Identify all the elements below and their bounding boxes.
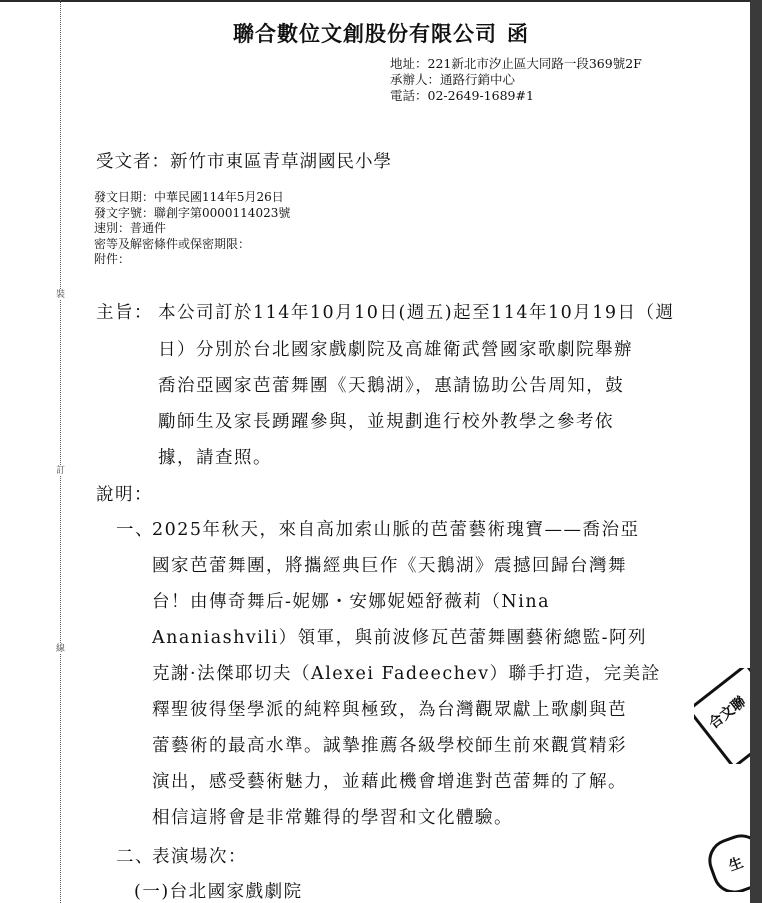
binding-mark-3: 線 [56,644,66,654]
item1-line-6: 釋聖彼得堡學派的純粹與極致，為台灣觀眾獻上歌劇與芭 [152,700,627,720]
company-seal-text: 合文聯 [706,693,750,733]
item1-line-1: 2025年秋天，來自高加索山脈的芭蕾藝術瑰寶——喬治亞 [152,520,640,540]
item1-line-3: 台！由傳奇舞后-妮娜・安娜妮婭舒薇莉（Nina [152,592,551,612]
person-seal-text: 生 [726,854,746,875]
item2-marker: 二、 [116,847,154,867]
sub-item-1: (一)台北國家戲劇院 [134,882,303,902]
binding-mark-2: 訂 [56,466,66,476]
issue-number: 發文字號：聯創字第0000114023號 [94,205,291,220]
subject-line-4: 勵師生及家長踴躍參與，並規劃進行校外教學之參考依 [158,412,614,432]
item1-line-2: 國家芭蕾舞團，將攜經典巨作《天鵝湖》震撼回歸台灣舞 [152,556,627,576]
issue-date: 發文日期：中華民國114年5月26日 [94,190,284,204]
speed-class: 速別：普通件 [94,221,167,235]
item2-label: 表演場次： [152,847,247,867]
sender-contact: 承辦人：通路行銷中心 [390,72,516,87]
subject-line-2: 日）分別於台北國家戲劇院及高雄衛武營國家歌劇院舉辦 [158,340,633,360]
company-name: 聯合數位文創股份有限公司 [233,21,497,46]
subject-line-5: 據，請查照。 [158,448,272,468]
item1-line-7: 蕾藝術的最高水準。誠摯推薦各級學校師生前來觀賞精彩 [152,736,627,756]
sender-info [390,56,675,104]
subject-line-3: 喬治亞國家芭蕾舞團《天鵝湖》，惠請協助公告周知，鼓 [158,376,625,396]
person-seal-border [706,830,750,892]
document-title [0,18,762,48]
subject-label: 主旨： [96,303,153,323]
binding-mark-1: 裝 [56,290,66,300]
item1-line-8: 演出，感受藝術魅力，並藉此機會增進對芭蕾舞的了解。 [152,772,627,792]
document-type: 函 [507,21,529,46]
subject-line-1: 本公司訂於114年10月10日(週五)起至114年10月19日（週 [158,303,675,323]
item1-line-4: Ananiashvili）領軍，與前波修瓦芭蕾舞團藝術總監-阿列 [152,628,647,648]
attachment: 附件： [94,252,131,266]
window-top-edge [0,0,762,2]
explanation-label: 說明： [96,485,153,505]
sender-phone: 電話：02-2649-1689#1 [390,88,534,103]
document-fields [94,190,290,268]
binding-line [60,0,61,903]
item1-line-5: 克謝·法傑耶切夫（Alexei Fadeechev）聯手打造，完美詮 [152,664,661,684]
company-seal [694,668,750,764]
item1-line-9: 相信這將會是非常難得的學習和文化體驗。 [152,808,513,828]
item1-marker: 一、 [116,520,154,540]
person-seal [706,830,750,892]
sender-address: 地址：221新北市汐止區大同路一段369號2F [390,56,642,71]
company-seal-border [694,668,750,764]
secrecy-class: 密等及解密條件或保密期限： [94,236,251,251]
window-right-edge [750,0,762,903]
recipient: 受文者：新竹市東區青草湖國民小學 [96,152,392,172]
